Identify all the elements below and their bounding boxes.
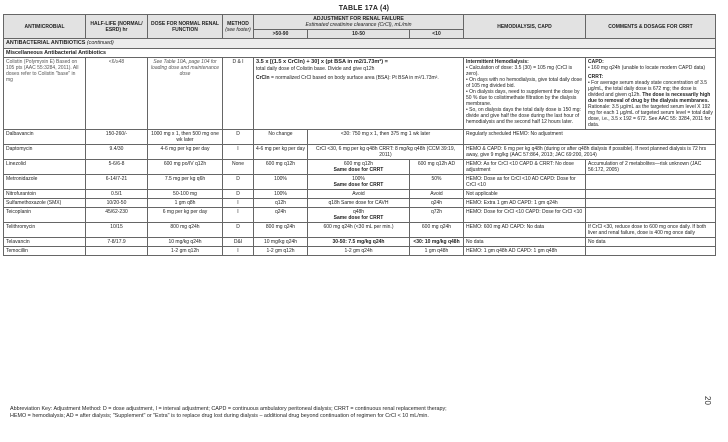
subsection-heading: Miscellaneous Antibacterial Antibiotics [4,48,716,57]
drug-name: Temocillin [4,247,86,256]
method: D [223,175,254,190]
hemodialysis: No data [464,238,586,247]
crcl-gt50: 4-6 mg per kg per day [254,145,308,160]
hd-bullet-4: • So, on dialysis days the total daily dose is 150 mg: divide and give half the dose during the last hour of hemodialysis and the second half 12 hours later. [466,107,581,126]
hemodialysis: HEMO: 1 gm q48h AD CAPD: 1 gm q48h [464,247,586,256]
drug-name: Sulfamethoxazole (SMX) [4,199,86,208]
half-life: 150-260/- [86,130,148,145]
col-header-adjustment [254,15,464,30]
half-life: 5-6/6-8 [86,160,148,175]
half-life: 10/15 [86,223,148,238]
half-life: <6/≥48 [86,58,148,130]
hemodialysis: Regularly scheduled HEMO: No adjustment [464,130,716,145]
crcl-10-50 [308,208,410,223]
half-life: 45/62-230 [86,208,148,223]
normal-dose: 6 mg per kg per day [148,208,223,223]
col-header-crcl-lt10: <10 [410,30,464,39]
crcl-span: <30: 750 mg x 1, then 375 mg 1 wk later [308,130,464,145]
drug-name: Telithromycin [4,223,86,238]
crrt-note: Same dose for CRRT [333,215,384,222]
crcl-gt50: 600 mg q12h [254,160,308,175]
crcl-lt10: q72h [410,208,464,223]
table-row-colistin [4,58,716,130]
hd-bullet-1: • Calculation of dose: 3.5 (30) = 105 mg (CrCl is zero). [466,65,573,78]
normal-dose: 1 gm q8h [148,199,223,208]
crrt-text-1: • For average serum steady state concentration of 3.5 μg/mL, the total daily dose is 672 mg; the dose is divided and given q12h. [588,80,708,99]
drug-name: Telavancin [4,238,86,247]
half-life [86,247,148,256]
table-row [4,247,716,256]
col-header-hemodialysis: HEMODIALYSIS, CAPD [464,15,586,39]
comments [586,190,716,199]
method: D [223,223,254,238]
crcl-10-50-dose: q48h [352,209,365,216]
normal-dose: 1000 mg x 1, then 500 mg one wk later [148,130,223,145]
hemodialysis: HEMO & CAPD: 6 mg per kg q48h (during or after q48h dialysis if possible). If next planned dialysis is 72 hrs away, give 9 mg/kg (AAC 57:864, 2013; JAC 69:200, 2014) [464,145,716,160]
method: D&I [223,238,254,247]
hd-bullet-2: • On days with no hemodialysis, give total daily dose of 105 mg divided bid. [466,77,582,90]
crcl-gt50: q12h [254,199,308,208]
normal-dose: 1-2 gm q12h [148,247,223,256]
method: I [223,247,254,256]
hemodialysis: HEMO: Extra 1 gm AD CAPD: 1 gm q24h [464,199,586,208]
col-header-half-life: HALF-LIFE (NORMAL/ ESRD) hr [86,15,148,39]
method-sub: (see footer) [225,26,251,33]
crcl-10-50 [308,175,410,190]
colistin-formula: 3.5 x [(1.5 x CrCln) + 30] x (pt BSA in m2/1.73m²) = [256,59,388,66]
crcl-10-50: Avoid [308,190,410,199]
col-header-crcl-gt50: >50-90 [254,30,308,39]
crrt-text-2: Rationale: 3.5 μg/mL as the targeted serum level X 192 mg for each 1 μg/mL of targeted serum level = total daily dose, i.e., 3.5 x 192 = 672. See AAC 55: 3284, 2011 for data. [588,104,713,129]
crcl-10-50-dose: 600 mg q12h [343,161,374,168]
hemodialysis: HEMO: As for CrCl <10 CAPD & CRRT: No dose adjustment [464,160,586,175]
method: None [223,160,254,175]
renal-dosing-table [3,14,716,256]
crcl-lt10: 600 mg q24h [410,223,464,238]
crcl-10-50: 1-2 gm q24h [308,247,410,256]
page-number: 20 [703,396,712,405]
method: D [223,190,254,199]
table-row [4,223,716,238]
crcl-gt50: 100% [254,175,308,190]
adjustment-cell [254,58,464,130]
hd-bullet-3: • On dialysis days, need to supplement the dose by 50 % due to colistimethate filtration by the dialysis membrane. [466,89,580,108]
crcl-10-50 [308,160,410,175]
half-life: 9.4/30 [86,145,148,160]
table-row [4,190,716,199]
colistin-formula-text: total daily dose of Colistin base. Divide and give q12h [256,66,375,73]
normal-dose: See Table 10A, page 104 for loading dose and maintenance dose [148,58,223,130]
table-title: TABLE 17A (4) [338,5,390,12]
drug-name: Teicoplanin [4,208,86,223]
table-row [4,160,716,175]
table-row [4,145,716,160]
normal-dose: 800 mg q24h [148,223,223,238]
comments-cell [586,58,716,130]
drug-name: Metronidazole [4,175,86,190]
hemodialysis-cell [464,58,586,130]
normal-dose: 7.5 mg per kg q6h [148,175,223,190]
col-header-crcl-10-50: 10-50 [308,30,410,39]
crcl-gt50: 800 mg q24h [254,223,308,238]
hemodialysis: Not applicable [464,190,586,199]
crcl-10-50: 600 mg q24h (<30 mL per min.) [308,223,410,238]
normal-dose: 50-100 mg [148,190,223,199]
method-label: METHOD [227,20,249,27]
method: D & I [223,58,254,130]
table-row [4,130,716,145]
section-continued: (continued) [86,40,114,47]
normal-dose: 600 mg po/IV q12h [148,160,223,175]
crcl-lt10: 1 gm q48h [410,247,464,256]
drug-name: Linezolid [4,160,86,175]
table-row [4,175,716,190]
crcl-10-50: q18h Same dose for CAVH [308,199,410,208]
drug-name: Dalbavancin [4,130,86,145]
comments: Accumulation of 2 metabolites—risk unknown (JAC 56:172, 2005) [586,160,716,175]
comments [586,208,716,223]
col-header-method [223,15,254,39]
comments: No data [586,238,716,247]
hemodialysis: HEMO: 600 mg AD CAPD: No data [464,223,586,238]
drug-name: Nitrofurantoin [4,190,86,199]
crrt-note: Same dose for CRRT [333,167,384,174]
comments [586,247,716,256]
method: I [223,199,254,208]
crcl-lt10: 600 mg q12h AD [410,160,464,175]
footer-line-1: Abbreviation Key: Adjustment Method: D = dose adjustment, I = interval adjustment; CAPD = continuous ambulatory peritoneal dialysis; CRRT = continuous renal replacement therapy; [10,406,447,412]
crcl-gt50: 100% [254,190,308,199]
crcl-gt50: 1-2 gm q12h [254,247,308,256]
half-life: 0.5/1 [86,190,148,199]
abbreviation-footer [10,406,710,421]
comments: If CrCl <30, reduce dose to 600 mg once daily. If both liver and renal failure, dose is 400 mg once daily [586,223,716,238]
crrt-title: CRRT: [588,74,603,81]
normal-dose: 10 mg/kg q24h [148,238,223,247]
crcl-gt50: q24h [254,208,308,223]
crcl-lt10: 50% [410,175,464,190]
col-header-antimicrobial: ANTIMICROBIAL [4,15,86,39]
drug-name: Colistin (Polymyxin E) Based on 105 pts (AAC 55:3284, 2011). All doses refer to Colistin "base" in mg [4,58,86,130]
method: I [223,145,254,160]
crrt-note: Same dose for CRRT [333,182,384,189]
crcl-lt10: Avoid [410,190,464,199]
col-header-dose-normal: DOSE FOR NORMAL RENAL FUNCTION [148,15,223,39]
section-title: ANTIBACTERIAL ANTIBIOTICS [6,40,86,47]
capd-title: CAPD: [588,59,604,66]
crcln-text: = normalized CrCl based on body surface area (BSA): Pt BSA in m²/1.73m². [271,75,439,82]
crcl-lt10: <30: 10 mg/kg q48h [410,238,464,247]
half-life: 6-14/7-21 [86,175,148,190]
method: I [223,208,254,223]
drug-name: Daptomycin [4,145,86,160]
crcl-gt50: 10 mg/kg q24h [254,238,308,247]
adjustment-label: ADJUSTMENT FOR RENAL FAILURE [313,16,404,22]
crcl-span: CrCl <30, 6 mg per kg q48h CRRT: 8 mg/kg q48h (CCM 39:19, 2011) [308,145,464,160]
table-row [4,199,716,208]
hemodialysis: HEMO: Dose as for CrCl <10 AD CAPD: Dose for CrCl <10 [464,175,586,190]
table-row [4,208,716,223]
comments [586,199,716,208]
table-row [4,238,716,247]
crcl-10-50-dose: 100% [352,176,365,183]
half-life: 7-8/17.9 [86,238,148,247]
normal-dose: 4-6 mg per kg per day [148,145,223,160]
capd-text: • 160 mg q24h (unable to locate modern CAPD data) [588,65,706,72]
method: D [223,130,254,145]
crcl-10-50: 30-50: 7.5 mg/kg q24h [308,238,410,247]
adjustment-sub: Estimated creatinine clearance (CrCl), mL/min [305,22,412,29]
hd-title: Intermittent Hemodialysis: [466,59,529,66]
crcl-lt10: q24h [410,199,464,208]
crrt-bold: The dose is necessarily high due to removal of drug by the dialysis membranes. [588,92,711,105]
hemodialysis: HEMO: Dose for CrCl <10 CAPD: Dose for CrCl <10 [464,208,586,223]
crcl-gt50: No change [254,130,308,145]
crcln-label: CrCln [256,75,270,82]
half-life: 10/20-50 [86,199,148,208]
col-header-comments: COMMENTS & DOSAGE FOR CRRT [586,15,716,39]
footer-line-2: HEMO = hemodialysis; AD = after dialysis; "Supplement" or "Extra" is to replace drug lost during dialysis – additional drug beyond continuation of regimen for CrCl < 10 mL/min. [10,413,429,420]
comments [586,175,716,190]
section-heading [4,39,716,48]
